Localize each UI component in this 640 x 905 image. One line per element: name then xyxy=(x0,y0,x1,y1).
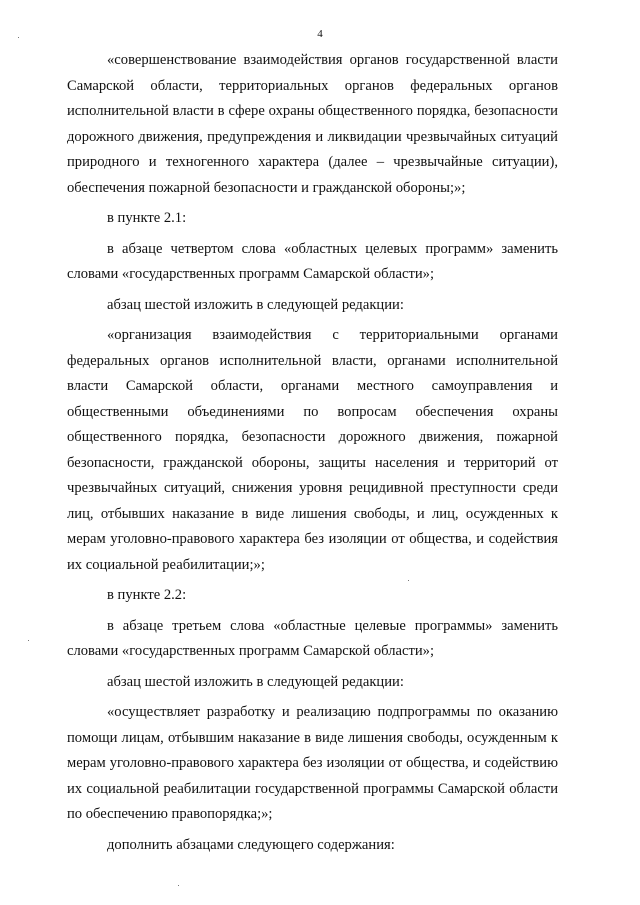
scan-speck xyxy=(18,37,19,38)
paragraph-sixth-revision-2-2: абзац шестой изложить в следующей редакции: xyxy=(107,673,404,690)
paragraph-replace-words-2-2: в абзаце третьем слова «областные целевые программы» заменить словами «государственных программ Самарской области»; xyxy=(67,617,558,659)
document-body xyxy=(67,48,558,858)
scan-speck xyxy=(408,580,409,581)
paragraph-quote-improvement: «совершенствование взаимодействия органов государственной власти Самарской области, территориальных органов федеральных органов исполнительной власти в сфере охраны общественного порядка, безопасности дорожного движения, предупреждения и ликвидации чрезвычайных ситуаций природного и техногенного характера (далее – чрезвычайные ситуации), обеспечения пожарной безопасности и гражданской обороны;»; xyxy=(67,52,558,196)
paragraph-replace-words-2-1: в абзаце четвертом слова «областных целевых программ» заменить словами «государственных программ Самарской области»; xyxy=(67,240,558,282)
paragraph-supplement: дополнить абзацами следующего содержания: xyxy=(107,836,395,853)
page-number: 4 xyxy=(317,28,323,40)
paragraph-sixth-revision-2-1: абзац шестой изложить в следующей редакции: xyxy=(107,296,404,313)
paragraph-quote-implementation: «осуществляет разработку и реализацию подпрограммы по оказанию помощи лицам, отбывшим наказание в виде лишения свободы, осужденным к мерам уголовно-правового характера без изоляции от общества, и содействию их социальной реабилитации государственной программы Самарской области по обеспечению правопорядка;»; xyxy=(67,704,558,822)
paragraph-quote-organization: «организация взаимодействия с территориальными органами федеральных органов исполнительной власти, органами исполнительной власти Самарской области, органами местного самоуправления и общественными объединениями по вопросам обеспечения охраны общественного порядка, безопасности дорожного движения, пожарной безопасности, гражданской обороны, защиты населения и территорий от чрезвычайных ситуаций, снижения уровня рецидивной преступности среди лиц, отбывших наказание в виде лишения свободы, и лиц, осужденных к мерам уголовно-правового характера без изоляции от общества, и содействия их социальной реабилитации;»; xyxy=(67,327,558,573)
paragraph-clause-2-1: в пункте 2.1: xyxy=(107,210,187,226)
scan-speck xyxy=(178,885,179,886)
paragraph-clause-2-2: в пункте 2.2: xyxy=(107,587,187,603)
scan-speck xyxy=(28,640,29,641)
